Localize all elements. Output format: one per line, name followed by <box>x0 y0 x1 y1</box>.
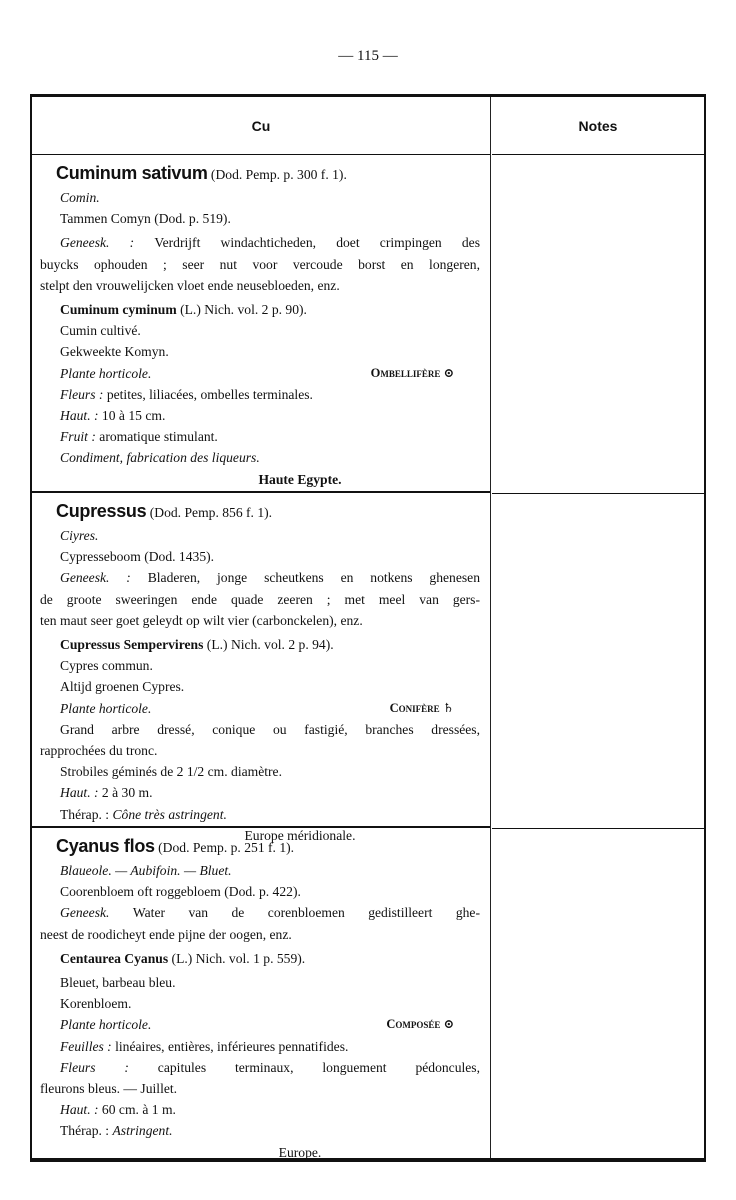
text-segment: Haute Egypte. <box>258 471 342 487</box>
text-segment: (Dod. Pemp. 856 f. 1). <box>146 505 273 520</box>
text-segment: Water van de corenbloemen gedistilleert ghe- <box>132 905 480 921</box>
text-segment: fleurons bleus. — Juillet. <box>40 1081 178 1097</box>
text-segment: Feuilles : <box>60 1038 116 1054</box>
plant-family-label: Ombellifère ⊙ <box>370 365 454 380</box>
entry-line <box>40 655 480 676</box>
entry-line <box>40 924 480 945</box>
entry-line <box>40 804 480 825</box>
entry-line <box>40 320 480 341</box>
entry-line <box>40 610 480 631</box>
entry-line <box>40 1142 480 1163</box>
entry-line <box>40 782 480 803</box>
column-divider <box>490 97 491 1158</box>
text-segment: (L.) Nich. vol. 1 p. 559). <box>168 950 306 966</box>
text-segment: rapprochées du tronc. <box>40 743 158 759</box>
entry-line <box>40 1078 480 1099</box>
entry-section <box>32 493 490 843</box>
text-segment: petites, liliacées, ombelles terminales. <box>106 386 313 402</box>
entry-line <box>40 634 480 655</box>
text-segment: Cumin cultivé. <box>60 323 141 339</box>
column-header-cu: Cu <box>32 97 490 155</box>
text-segment: stelpt den vrouwelijcken vloet ende neusebloeden, enz. <box>40 277 340 293</box>
plant-family-label: Conifère ♄ <box>389 700 454 715</box>
text-segment: Altijd groenen Cypres. <box>60 679 185 695</box>
text-segment: Blaueole. — Aubifoin. — Bluet. <box>60 863 232 878</box>
text-segment: Tammen Comyn (Dod. p. 519). <box>60 211 231 227</box>
text-segment: Plante horticole. <box>60 1017 152 1033</box>
notes-cell <box>492 493 704 829</box>
entry-title <box>40 499 480 525</box>
text-segment: Cypres commun. <box>60 658 153 674</box>
text-segment: Cupressus <box>56 501 147 521</box>
entry-section <box>32 828 490 1162</box>
entry-line <box>40 469 480 490</box>
entry-line <box>40 232 480 253</box>
entry-line <box>40 275 480 296</box>
entry-line <box>40 208 480 229</box>
text-segment: Centaurea Cyanus <box>60 950 169 966</box>
entry-section <box>32 155 490 493</box>
text-segment: (L.) Nich. vol. 2 p. 94). <box>203 637 334 653</box>
text-segment: 10 à 15 cm. <box>101 408 166 424</box>
entry-line <box>40 676 480 697</box>
text-segment: (Dod. Pemp. p. 251 f. 1). <box>154 840 295 855</box>
text-segment: (L.) Nich. vol. 2 p. 90). <box>176 302 307 318</box>
entry-line <box>40 567 480 588</box>
plant-family-label: Composée ⊙ <box>386 1017 454 1032</box>
entry-line <box>40 187 480 208</box>
entry-line <box>40 902 480 923</box>
text-segment: Thérap. : <box>60 806 113 822</box>
text-segment: Haut. : <box>60 785 102 801</box>
notes-cell <box>492 828 704 1162</box>
entry-line <box>40 719 480 740</box>
entry-line <box>40 426 480 447</box>
column-header-notes: Notes <box>492 97 704 155</box>
text-segment: Thérap. : <box>60 1123 113 1139</box>
entry-line <box>40 860 480 881</box>
text-segment: Bladeren, jonge scheutkens en notkens ghenesen <box>147 570 480 586</box>
text-segment: Cypresseboom (Dod. 1435). <box>60 549 215 565</box>
text-segment: Plante horticole. <box>60 365 152 381</box>
text-segment: Astringent. <box>112 1123 173 1139</box>
entry-line <box>40 1057 480 1078</box>
entry-title <box>40 161 480 187</box>
entry-line <box>40 761 480 782</box>
entry-line <box>40 1099 480 1120</box>
text-segment: linéaires, entières, inférieures pennatifides. <box>115 1038 349 1054</box>
text-segment: Strobiles géminés de 2 1/2 cm. diamètre. <box>60 764 282 780</box>
text-segment: Europe. <box>278 1144 322 1160</box>
text-segment: Gekweekte Komyn. <box>60 344 169 360</box>
entry-line <box>40 405 480 426</box>
text-segment: Fleurs : <box>60 1059 158 1075</box>
entry-line <box>40 254 480 275</box>
text-segment: buycks ophouden ; seer nut voor vercoude borst en longeren, <box>40 256 480 272</box>
entry-title <box>40 834 480 860</box>
text-segment: ten maut seer goet geleydt op wilt vier (carbonckelen), enz. <box>40 612 363 628</box>
text-segment: Haut. : <box>60 1102 102 1118</box>
text-segment: Geneesk. : <box>60 235 155 251</box>
notes-cell <box>492 155 704 494</box>
text-segment: Cône très astringent. <box>112 806 227 822</box>
text-segment: Cyanus flos <box>56 836 155 856</box>
text-segment: Condiment, fabrication des liqueurs. <box>60 450 260 466</box>
entry-line <box>40 1120 480 1141</box>
entry-line <box>40 698 480 719</box>
text-segment: Europe méridionale. <box>244 827 356 843</box>
text-segment: 2 à 30 m. <box>101 785 153 801</box>
text-segment: Fleurs : <box>60 386 107 402</box>
text-segment: Coorenbloem oft roggebloem (Dod. p. 422). <box>60 884 301 900</box>
entry-line <box>40 525 480 546</box>
text-segment: de groote sweeringen ende quade zeeren ; met meel van gers- <box>40 591 480 607</box>
entry-line <box>40 881 480 902</box>
text-segment: Cupressus Sempervirens <box>60 637 204 653</box>
entry-line <box>40 363 480 384</box>
text-segment: Geneesk. : <box>60 570 148 586</box>
text-segment: Cuminum cyminum <box>60 302 177 318</box>
text-segment: aromatique stimulant. <box>99 429 218 445</box>
entry-line <box>40 589 480 610</box>
text-segment: Comin. <box>60 190 100 205</box>
entry-line <box>40 447 480 468</box>
text-segment: 60 cm. à 1 m. <box>101 1102 176 1118</box>
text-segment: capitules terminaux, longuement pédoncules, <box>157 1059 480 1075</box>
text-segment: Fruit : <box>60 429 100 445</box>
entry-line <box>40 1014 480 1035</box>
text-segment: Plante horticole. <box>60 700 152 716</box>
entry-line <box>40 341 480 362</box>
page-number: — 115 — <box>338 48 398 64</box>
text-segment: Ciyres. <box>60 528 99 543</box>
text-segment: Korenbloem. <box>60 996 132 1012</box>
text-segment: neest de roodicheyt ende pijne der oogen, enz. <box>40 926 292 942</box>
text-segment: (Dod. Pemp. p. 300 f. 1). <box>207 167 347 182</box>
text-segment: Grand arbre dressé, conique ou fastigié, branches dressées, <box>60 721 480 737</box>
entries-table <box>30 94 706 1162</box>
text-segment: Cuminum sativum <box>56 163 208 183</box>
text-segment: Verdrijft windachticheden, doet crimpingen des <box>154 235 480 251</box>
entry-line <box>40 993 480 1014</box>
entry-line <box>40 740 480 761</box>
text-segment: Haut. : <box>60 408 102 424</box>
entry-line <box>40 1036 480 1057</box>
entry-line <box>40 384 480 405</box>
text-segment: Bleuet, barbeau bleu. <box>60 975 176 991</box>
entry-line <box>40 546 480 567</box>
entry-line <box>40 299 480 320</box>
entry-line <box>40 972 480 993</box>
text-segment: Geneesk. <box>60 905 133 921</box>
entry-line <box>40 948 480 969</box>
